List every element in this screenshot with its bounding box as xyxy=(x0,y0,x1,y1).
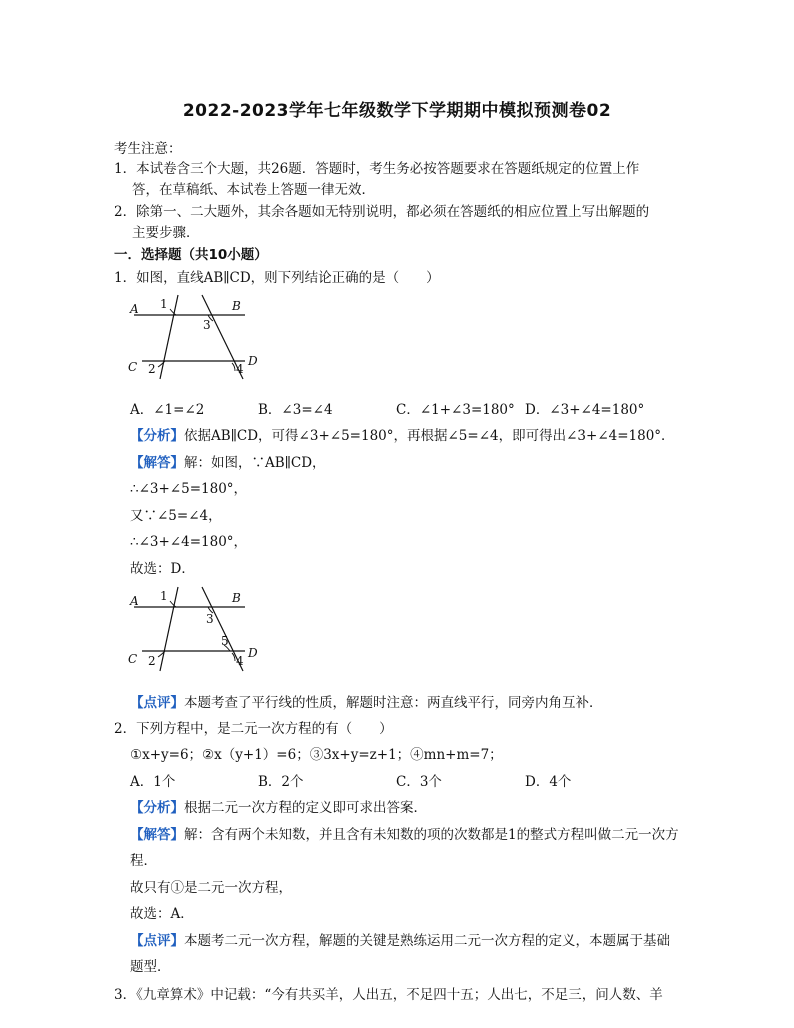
analysis-tag: 【分析】 xyxy=(130,428,184,444)
figure-label-2: 2 xyxy=(148,362,156,376)
comment-text: 本题考二元一次方程，解题的关键是熟练运用二元一次方程的定义，本题属于基础 xyxy=(184,933,670,949)
notice-item-2: 2．除第一、二大题外，其余各题如无特别说明，都必须在答题纸的相应位置上写出解题的 xyxy=(114,204,650,220)
q1-option-c: C．∠1+∠3=180° xyxy=(396,402,515,418)
analysis-text: 根据二元一次方程的定义即可求出答案． xyxy=(184,800,427,816)
notice-item-1-cont: 答，在草稿纸、本试卷上答题一律无效． xyxy=(132,182,375,198)
figure-label-3: 3 xyxy=(203,318,211,332)
question-1-stem: 1．如图，直线AB∥CD，则下列结论正确的是（ ） xyxy=(114,270,440,286)
question-2-stem: 2．下列方程中，是二元一次方程的有（ ） xyxy=(114,721,393,737)
q2-option-c: C．3个 xyxy=(396,774,442,790)
notice-item-1: 1．本试卷含三个大题，共26题．答题时，考生务必按答题要求在答题纸规定的位置上作 xyxy=(114,161,640,177)
q1-analysis xyxy=(130,424,675,444)
figure-label-3: 3 xyxy=(206,612,214,626)
q1-solution-step: 又∵∠5=∠4， xyxy=(130,508,222,524)
q2-option-b: B．2个 xyxy=(258,774,304,790)
q2-comment xyxy=(130,929,670,949)
q1-solution-step: ∴∠3+∠5=180°， xyxy=(130,481,248,497)
solution-text: 解：含有两个未知数，并且含有未知数的项的次数都是1的整式方程叫做二元一次方 xyxy=(184,827,679,843)
figure-label-d: D xyxy=(248,354,258,368)
figure-label-b: B xyxy=(232,591,241,605)
figure-label-2: 2 xyxy=(148,654,156,668)
q2-solution-cont: 程． xyxy=(130,853,157,869)
q1-solution-step: ∴∠3+∠4=180°， xyxy=(130,534,248,550)
comment-tag: 【点评】 xyxy=(130,933,184,949)
question-2-equations: ①x+y=6；②x（y+1）=6；③3x+y=z+1；④mn+m=7； xyxy=(130,747,503,763)
section-heading: 一．选择题（共10小题） xyxy=(114,247,268,263)
q2-option-d: D．4个 xyxy=(525,774,572,790)
q1-comment xyxy=(130,691,603,711)
figure-label-c: C xyxy=(128,360,138,374)
q2-comment-cont: 题型． xyxy=(130,959,171,975)
figure-label-1: 1 xyxy=(160,589,168,603)
figure-label-a: A xyxy=(130,302,139,316)
figure-label-4: 4 xyxy=(236,362,244,376)
solution-tag: 【解答】 xyxy=(130,455,184,471)
comment-text: 本题考查了平行线的性质，解题时注意：两直线平行，同旁内角互补． xyxy=(184,695,603,711)
question-3-stem: 3．《九章算术》中记载：“今有共买羊，人出五，不足四十五；人出七，不足三，问人数、羊 xyxy=(114,987,663,1003)
solution-text: 解：如图，∵AB∥CD， xyxy=(184,455,326,471)
q2-option-a: A．1个 xyxy=(130,774,176,790)
q1-solution xyxy=(130,451,326,471)
q2-analysis xyxy=(130,796,427,816)
q1-option-d: D．∠3+∠4=180° xyxy=(525,402,645,418)
figure-label-1: 1 xyxy=(160,297,168,311)
question-1-solution-figure xyxy=(120,585,270,675)
figure-label-d: D xyxy=(248,646,258,660)
analysis-text: 依据AB∥CD，可得∠3+∠5=180°，再根据∠5=∠4，即可得出∠3+∠4=180°． xyxy=(184,428,675,444)
figure-label-4: 4 xyxy=(236,654,244,668)
q1-solution-answer: 故选：D． xyxy=(130,561,195,577)
comment-tag: 【点评】 xyxy=(130,695,184,711)
q2-solution xyxy=(130,823,679,843)
q1-option-a: A．∠1=∠2 xyxy=(130,402,205,418)
q1-option-b: B．∠3=∠4 xyxy=(258,402,333,418)
figure-label-c: C xyxy=(128,652,138,666)
figure-label-5: 5 xyxy=(221,634,229,648)
analysis-tag: 【分析】 xyxy=(130,800,184,816)
page-title: 2022-2023学年七年级数学下学期期中模拟预测卷02 xyxy=(182,101,612,121)
figure-label-a: A xyxy=(130,594,139,608)
notice-heading: 考生注意： xyxy=(114,141,182,157)
q2-solution-answer: 故选：A． xyxy=(130,906,194,922)
question-1-figure xyxy=(120,293,270,383)
figure-label-b: B xyxy=(232,299,241,313)
q2-solution-step: 故只有①是二元一次方程， xyxy=(130,880,292,896)
notice-item-2-cont: 主要步骤． xyxy=(132,225,200,241)
solution-tag: 【解答】 xyxy=(130,827,184,843)
